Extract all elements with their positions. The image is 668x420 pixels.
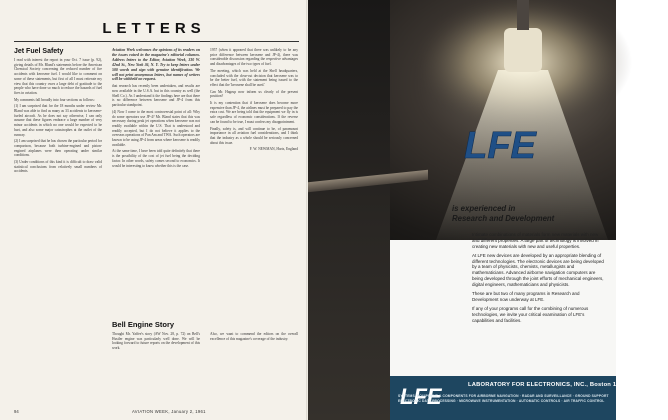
paragraph: that research has recently been undertaken, and results are now available in the U.S.A. but in this country as well (the Shell Co.). As I understand it the findings here are that there is no difference between kerosene and JP-4 from this particular standpoint.: [112, 84, 200, 108]
capabilities-row: ELECTRONIC DATA PROCESSING · MICROWAVE INSTRUMENTATION · AUTOMATIC CONTROLS · AIR TRAFFIC CONTROL: [398, 398, 605, 403]
paragraph: At the same time, I have been told quite definitely that there is the possibility of the cost of jet fuel being the deciding factor. In other words, safety comes second to economics. It would be interesting to know whether this is the case.: [112, 149, 200, 168]
editor-note: Aviation Week welcomes the opinions of its readers on the issues raised in the magazine's editorial columns. Address letters to the Editor, Aviation Week, 330 W. 42nd St., New York 36, N. Y. Try to keep letters under 500 words and sign with genuine identification. We will not print anonymous letters, but names of writers will be withheld on request.: [112, 48, 200, 82]
ad-paragraph: These are but two of many programs in Research and Development now underway at LFE.: [472, 291, 580, 302]
paragraph: It is my contention that if kerosene does become more expensive than JP-4, the airlines must be prepared to pay the extra cost. We are being told that the equipment we fly in is safe regardless of economic considerations. If the reverse can be found to be true, I must confess my disappointment.: [210, 101, 298, 124]
paragraph: The meeting, which was held at the Shell headquarters, concluded with the clear-cut decision that kerosene was to be the better fuel, with the statement being issued to the effect that the 'kerosene shall be used.': [210, 68, 298, 87]
page-number: 94: [14, 409, 19, 414]
signature: F. W. NEWMAN, Harts, England: [249, 147, 298, 152]
paragraph: (4) Now I come to the most controversial point of all: Why do some operators use JP-4? Mr. Bland states that this was necessary during peak jet operations when kerosene was not readily available within the U.S. That is understood and readily accepted, but I do not believe it applies to the overseas operations of Pan Am and TWA. Such operators are known to be using JP-4 from areas where kerosene is readily available.: [112, 109, 200, 147]
ad-paragraph: At LFE new devices are developed by an appropriate blending of different technologies. The electronic devices are being developed by a team of physicists, chemists, metallurgists and mathematicians. Advanced airborne navigation computers are being developed through the joint efforts of mechanical engineers, digital engineers, mathematicians and physicists.: [472, 252, 604, 287]
tagline-line-2: Research and Development: [452, 214, 555, 223]
article-column-3: [210, 48, 298, 300]
ad-paragraph: If any of your programs call for the combining of numerous technologies, we invite your critical examination of LFE's capabilities and facilities.: [472, 306, 589, 323]
ad-tagline: [452, 204, 554, 224]
capabilities-list: [398, 394, 612, 404]
company-name: LABORATORY FOR ELECTRONICS, INC., Boston 15, Massachusetts: [468, 382, 668, 388]
paragraph: My comments fall broadly into four sections as follows:: [14, 97, 95, 102]
lfe-logo: [440, 120, 560, 166]
paragraph: I read with interest the report in your Oct. 7 issue (p. 92), giving details of Mr. Bland's statements before the American Chemical Society concerning the reduced number of fire accidents with kerosene fuel. I would like to comment on some of these statements, but first of all I must reiterate my view that this country owes a large debt of gratitude to the people who have done so much to reduce the hazards of fuel fires in aviation.: [14, 58, 102, 95]
article-column-1: [14, 48, 102, 405]
page-title: LETTERS: [102, 20, 206, 37]
title-rule: [14, 41, 299, 42]
band-logo-text: LFE: [400, 384, 442, 409]
paragraph: 1957 (when it appeared that there was unlikely to be any price difference between kerosene and JP-4), there was considerable discussion regarding the respective advantages and disadvantages of the two types of fuel.: [210, 48, 298, 67]
paragraph: Finally, safety is, and will continue to be, of paramount importance in all aviation fuel considerations, and I think that the industry as a whole should be seriously concerned about this issue.: [210, 126, 298, 145]
ad-copy: [472, 232, 604, 374]
section-title: Bell Engine Story: [112, 320, 175, 329]
paragraph: (1) I am surprised that for the 18 months under review Mr. Bland was able to find as many as 33 accidents to kerosene-fueled aircraft. As he does not say otherwise, I can only assume that these figures embrace a large number of very minor accidents in which no one would be expected to be hurt, and also some major catastrophes at the outlet of the runway.: [14, 104, 102, 137]
paragraph: Thought Mr. Yaffee's story (AW Nov. 28, p. 72) on Bell's Hustler engine was particularly well done. We will be looking forward to future reports on the development of this work.: [112, 332, 200, 351]
paragraph: Also, we want to commend the editors on the overall excellence of this magazine's coverage of the industry.: [210, 332, 298, 341]
ad-paragraph: Intimate combinations of materials form new materials with new and different properties. A large part of technology is involved in creating new materials with new and useful properties.: [472, 232, 599, 249]
capabilities-row: SYSTEMS, EQUIPMENT & COMPONENTS FOR AIRBORNE NAVIGATION · RADAR AND SURVEILLANCE · GROUND SUPPORT: [398, 394, 609, 398]
ad-dark-panel: [308, 0, 390, 420]
article-title: Jet Fuel Safety: [14, 48, 64, 55]
tagline-line-1: is experienced in: [452, 204, 516, 213]
paragraph: (3) Under conditions of this kind it is difficult to draw valid statistical conclusions from relatively small numbers of accidents.: [14, 160, 102, 174]
running-footer: AVIATION WEEK, January 2, 1961: [132, 409, 206, 414]
article-column-2: [112, 48, 200, 310]
paragraph: (2) I am surprised that he has chosen the particular period for comparison, because both turbine-engined and piston-engined airplanes were then operating under similar conditions.: [14, 139, 102, 158]
paragraph: Can Mr. Hagrup now inform us clearly of the present position?: [210, 89, 298, 99]
lfe-logo-text: LFE: [464, 125, 536, 167]
bell-engine-section: [112, 320, 298, 406]
